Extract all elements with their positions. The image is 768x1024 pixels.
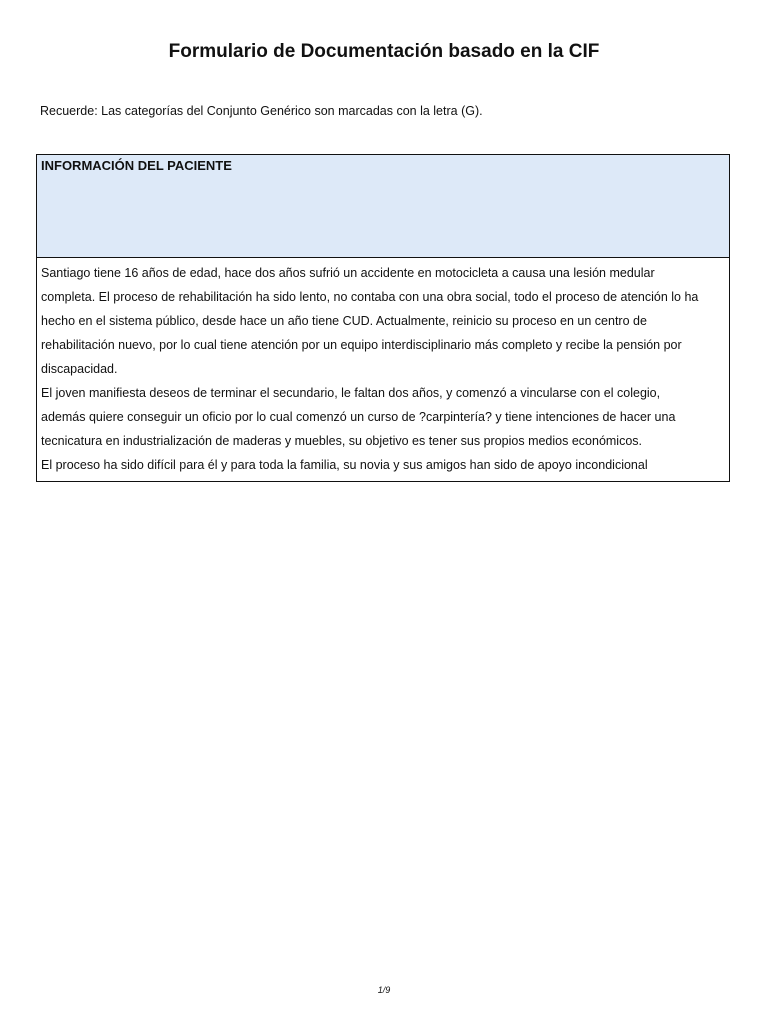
patient-text-line: Santiago tiene 16 años de edad, hace dos años sufrió un accidente en motocicleta a causa una lesión medular [41,266,655,280]
patient-text-line: El proceso ha sido difícil para él y para toda la familia, su novia y sus amigos han sido de apoyo incondicional [41,458,648,472]
patient-text-line: rehabilitación nuevo, por lo cual tiene atención por un equipo interdisciplinario más completo y recibe la pensión por [41,338,682,352]
patient-info-header-label: INFORMACIÓN DEL PACIENTE [41,158,232,173]
patient-text-line: El joven manifiesta deseos de terminar el secundario, le faltan dos años, y comenzó a vincularse con el colegio, [41,386,661,400]
patient-text-line: discapacidad. [41,362,118,376]
patient-text-line: completa. El proceso de rehabilitación ha sido lento, no contaba con una obra social, todo el proceso de atención lo ha [41,290,699,304]
patient-info-header [37,155,729,258]
reminder-note: Recuerde: Las categorías del Conjunto Genérico son marcadas con la letra (G). [40,104,483,118]
page-number: 1/9 [377,985,391,995]
patient-text-line: hecho en el sistema público, desde hace un año tiene CUD. Actualmente, reinicio su proceso en un centro de [41,314,647,328]
patient-text-line: además quiere conseguir un oficio por lo cual comenzó un curso de ?carpintería? y tiene intenciones de hacer una [41,410,676,424]
page-title: Formulario de Documentación basado en la CIF [168,41,600,62]
patient-info-body [37,258,729,481]
patient-info-table [36,154,730,482]
patient-text-line: tecnicatura en industrialización de maderas y muebles, su objetivo es tener sus propios medios económicos. [41,434,643,448]
